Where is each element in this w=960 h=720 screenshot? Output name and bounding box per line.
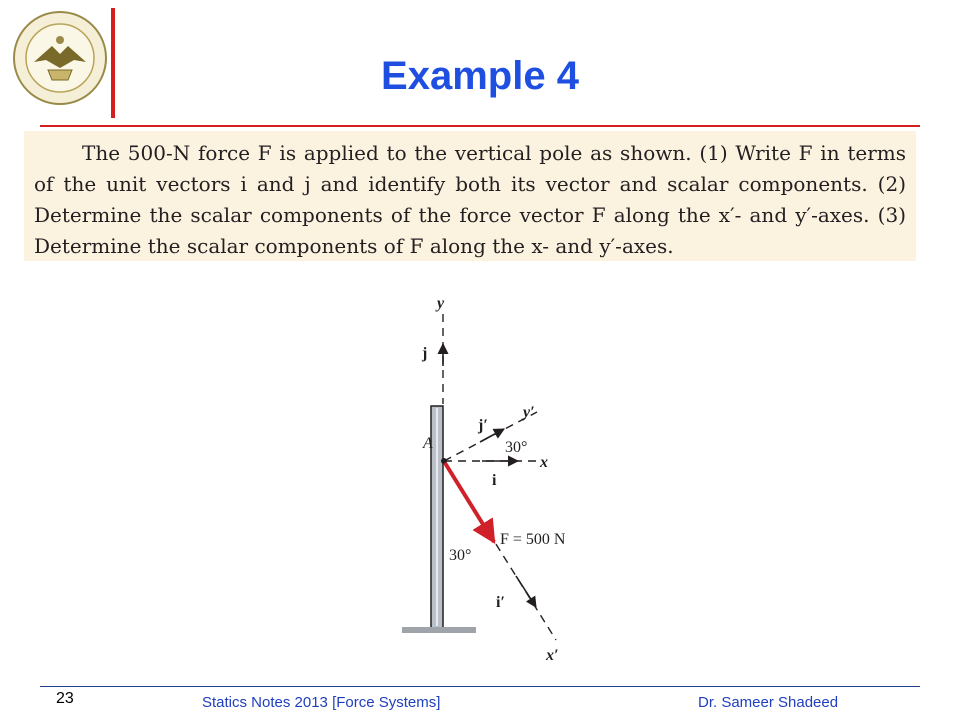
footer-course-title: Statics Notes 2013 [Force Systems]	[202, 694, 441, 711]
label-a: A	[423, 435, 433, 452]
label-i: i	[492, 472, 497, 489]
label-j-prime: j′	[478, 417, 488, 434]
label-angle-top: 30°	[505, 439, 528, 456]
label-y-prime: y′	[523, 404, 535, 421]
label-y: y	[437, 295, 445, 312]
label-angle-bottom: 30°	[449, 547, 472, 564]
label-i-prime: i′	[496, 594, 505, 611]
problem-statement-box	[24, 131, 916, 261]
problem-statement: The 500-N force F is applied to the vertical pole as shown. (1) Write F in terms of the unit vectors i and j and identify both its vector and scalar components. (2) Determine the scalar components of the force vector F along the x′- and y′-axes. (3) Determine the scalar components of F along the x- and y′-axes.	[34, 141, 906, 258]
slide-number: 23	[56, 690, 74, 707]
label-x: x	[540, 454, 548, 471]
slide-title: Example 4	[381, 54, 579, 98]
footer-author: Dr. Sameer Shadeed	[698, 694, 839, 711]
title-divider	[40, 125, 920, 127]
ground-base	[402, 627, 476, 633]
footer-divider	[40, 686, 920, 687]
label-force: F = 500 N	[500, 531, 566, 548]
force-vector-f	[445, 463, 494, 542]
label-j: j	[422, 345, 428, 362]
pole-force-figure	[390, 282, 630, 672]
label-x-prime: x′	[546, 647, 559, 664]
i-prime-unit-vector	[516, 576, 536, 607]
